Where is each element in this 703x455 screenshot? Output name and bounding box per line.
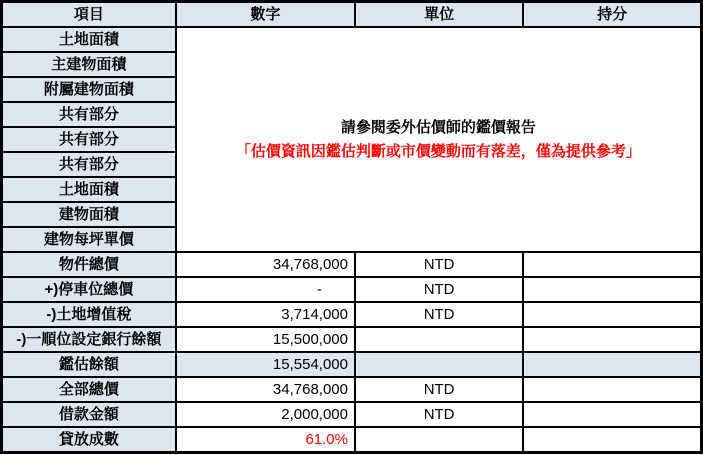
row-label-cell[interactable]: 土地面積 xyxy=(2,177,176,202)
row-label-cell[interactable]: 共有部分 xyxy=(2,102,176,127)
header-cell-unit[interactable]: 單位 xyxy=(355,2,523,28)
share-cell[interactable] xyxy=(523,302,701,327)
table-header-row xyxy=(2,2,702,28)
value-cell[interactable]: 61.0% xyxy=(176,427,355,453)
unit-cell[interactable] xyxy=(355,427,523,453)
appraisal-notice-cell[interactable] xyxy=(176,27,702,252)
table-row xyxy=(2,352,702,377)
value-cell[interactable]: 15,500,000 xyxy=(176,327,355,352)
area-section xyxy=(2,27,702,252)
unit-cell[interactable]: NTD xyxy=(355,377,523,402)
unit-cell[interactable]: NTD xyxy=(355,402,523,427)
row-label-cell[interactable]: 土地面積 xyxy=(2,27,176,52)
row-label-cell[interactable]: 建物每坪單價 xyxy=(2,227,176,252)
unit-cell[interactable] xyxy=(355,327,523,352)
notice-line-2: 「估價資訊因鑑估判斷或市價變動而有落差，僅為提供參考」 xyxy=(235,142,641,160)
share-cell[interactable] xyxy=(523,377,701,402)
value-section xyxy=(2,252,702,453)
value-cell[interactable]: 3,714,000 xyxy=(176,302,355,327)
row-label-cell[interactable]: 主建物面積 xyxy=(2,52,176,77)
row-label-cell[interactable]: 建物面積 xyxy=(2,202,176,227)
row-label-cell[interactable]: 借款金額 xyxy=(2,402,176,427)
share-cell[interactable] xyxy=(523,352,701,377)
unit-cell[interactable]: NTD xyxy=(355,277,523,302)
row-label-cell[interactable]: 附屬建物面積 xyxy=(2,77,176,102)
share-cell[interactable] xyxy=(523,277,701,302)
table-row xyxy=(2,252,702,277)
notice-line-1: 請參閱委外估價師的鑑價報告 xyxy=(340,118,536,136)
header-cell-item[interactable]: 項目 xyxy=(2,2,176,28)
row-label-cell[interactable]: 共有部分 xyxy=(2,127,176,152)
row-label-cell[interactable]: -)土地增值稅 xyxy=(2,302,176,327)
table-row xyxy=(2,427,702,453)
row-label-cell[interactable]: -)一順位設定銀行餘額 xyxy=(2,327,176,352)
table-row xyxy=(2,2,702,28)
row-label-cell[interactable]: +)停車位總價 xyxy=(2,277,176,302)
header-cell-share[interactable]: 持分 xyxy=(523,2,701,28)
value-cell[interactable]: 34,768,000 xyxy=(176,377,355,402)
value-cell[interactable]: 15,554,000 xyxy=(176,352,355,377)
row-label-cell[interactable]: 貸放成數 xyxy=(2,427,176,453)
value-cell[interactable]: 2,000,000 xyxy=(176,402,355,427)
row-label-cell[interactable]: 鑑估餘額 xyxy=(2,352,176,377)
share-cell[interactable] xyxy=(523,327,701,352)
table-row xyxy=(2,402,702,427)
row-label-cell[interactable]: 共有部分 xyxy=(2,152,176,177)
share-cell[interactable] xyxy=(523,427,701,453)
unit-cell[interactable]: NTD xyxy=(355,252,523,277)
row-label-cell[interactable]: 全部總價 xyxy=(2,377,176,402)
unit-cell[interactable] xyxy=(355,352,523,377)
share-cell[interactable] xyxy=(523,402,701,427)
value-cell[interactable]: 34,768,000 xyxy=(176,252,355,277)
table-row xyxy=(2,27,702,52)
unit-cell[interactable]: NTD xyxy=(355,302,523,327)
share-cell[interactable] xyxy=(523,252,701,277)
table-row xyxy=(2,327,702,352)
value-cell[interactable]: - xyxy=(176,277,355,302)
table-row xyxy=(2,277,702,302)
row-label-cell[interactable]: 物件總價 xyxy=(2,252,176,277)
table-row xyxy=(2,377,702,402)
header-cell-number[interactable]: 數字 xyxy=(176,2,355,28)
table-row xyxy=(2,302,702,327)
